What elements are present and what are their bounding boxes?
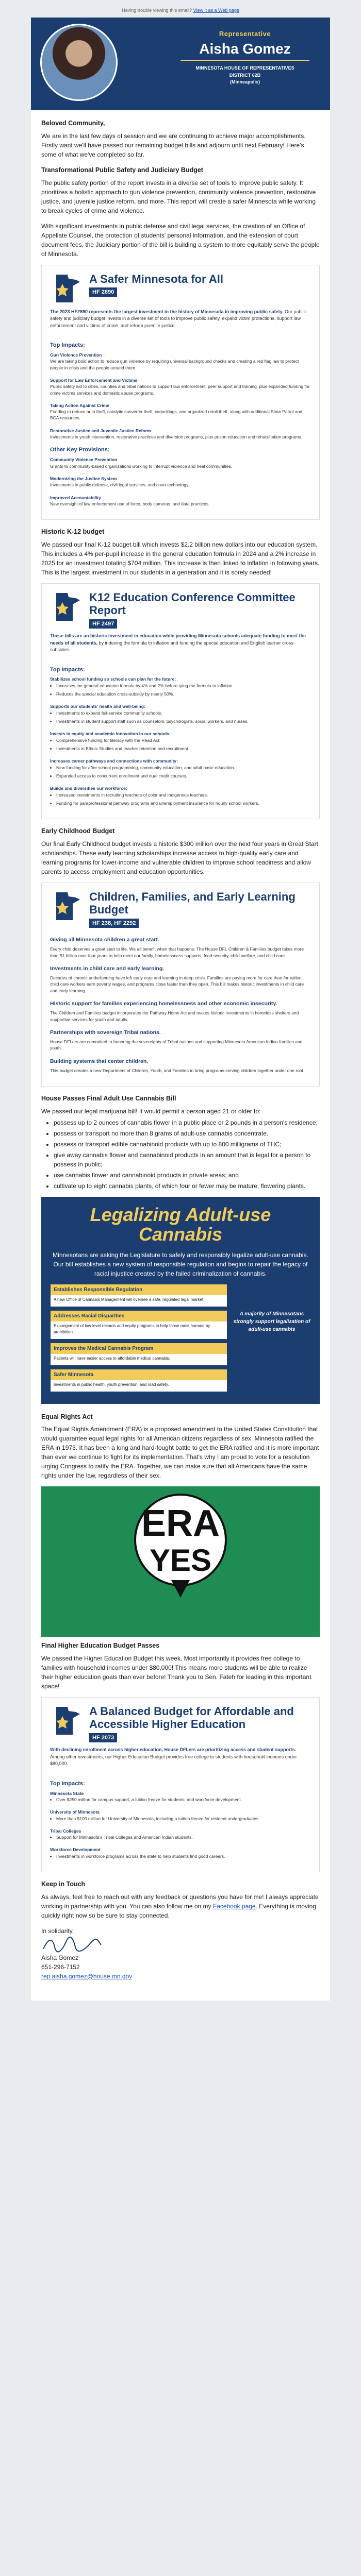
- k12-impact-heading: Builds and diversifies our workforce:: [50, 786, 127, 791]
- higher-card-intro-bold: With declining enrollment across higher education, House DFLers are prioritizing access and student supports.: [50, 1747, 297, 1753]
- cannabis-banner-headline: Legalizing Adult-use Cannabis: [90, 1204, 271, 1245]
- cannabis-pill-text: Patients will have easier access to affordable medical cannabis.: [54, 1355, 170, 1361]
- family-card-title: Children, Families, and Early Learning Budget: [89, 890, 296, 917]
- cannabis-list-item: • use cannabis flower and cannabinoid products in private areas; and: [54, 1171, 320, 1180]
- safer-provision-heading: Community Violence Prevention: [50, 457, 118, 463]
- safer-impact-text: Investments in youth intervention, restorative practices and diversion programs, plus prison education and rehabilitation programs.: [50, 434, 303, 440]
- k12-card-tag: HF 2497: [89, 619, 117, 629]
- safer-impact-text: We are taking bold action to reduce gun violence by requiring universal background checks and creating a red flag law to protect people in crisis and the people around them.: [50, 359, 299, 370]
- cannabis-pill: [51, 1284, 227, 1307]
- k12-impact-item: • Funding for paraprofessional pathway programs and unemployment insurance for hourly school workers.: [56, 800, 311, 806]
- family-block-heading: Historic support for families experiencing homelessness and other economic insecurity.: [50, 1001, 277, 1007]
- safer-impact-text: Funding to reduce auto theft, catalytic converter theft, carjackings, and organized retail theft, along with additional State Patrol and BCA resources.: [50, 409, 303, 421]
- greeting: Beloved Community,: [41, 120, 105, 127]
- cannabis-pill-heading: Safer Minnesota: [51, 1369, 227, 1380]
- k12-card-intro: [42, 633, 319, 659]
- k12-impact-item: • New funding for after school programming, community education, and adult basic education.: [56, 765, 311, 771]
- era-text: The Equal Rights Amendment (ERA) is a proposed amendment to the United States Constitution that would guarantee equal legal rights for all American citizens regardless of sex. Minnesota ratified the ERA in 1973. It has been a long and hard-fought battle to get the ERA ratified and it is more important than ever we continue to fight for its implementation. That's why I am proud to vote for a resolution urging Congress to ratify the ERA. Together, we can make sure that all Americans have the same rights under the law, regardless of their sex.: [41, 1426, 319, 1480]
- higher-impact-item: • More than $100 million for University of Minnesota, including a tuition freeze for resident undergraduates.: [56, 1816, 311, 1822]
- safer-provision-heading: Modernizing the Justice System: [50, 476, 117, 481]
- sig-name: Aisha Gomez: [41, 1954, 79, 1961]
- signature-icon: [41, 1936, 320, 1953]
- k12-card-intro-rest: by indexing the formula to inflation and funding the special education and English learner cross-subsidies.: [50, 640, 295, 653]
- k12-impact-item: • Expanded access to concurrent enrollment and dual credit courses.: [56, 773, 311, 779]
- header-name: Aisha Gomez: [199, 41, 291, 57]
- cannabis-pill-heading: Establishes Responsible Regulation: [51, 1284, 227, 1295]
- cannabis-pill: [51, 1343, 227, 1365]
- k12-title: Historic K-12 budget: [41, 528, 105, 536]
- intro-section: [31, 110, 330, 2001]
- safer-provision-text: Investments in public defense, civil legal services, and court technology.: [50, 482, 190, 488]
- speech-bubble-icon: [134, 1494, 227, 1628]
- k12-card: [41, 583, 320, 819]
- k12-impact-item: • Increased investments in recruiting teachers of color and Indigenous teachers.: [56, 792, 311, 798]
- closing-text: [41, 1892, 320, 1920]
- safer-card-intro-rest: Our public safety and judiciary budget invests in a diverse set of tools to improve public safety, expand victim protections, support law enforcement and victims of crime, and reform juvenile justice.: [50, 309, 306, 328]
- safer-impact-heading: Support for Law Enforcement and Victims: [50, 377, 138, 383]
- header-subtitle: [165, 65, 325, 86]
- k12-impact-item: • Reduces the special education cross-subsidy by nearly 50%.: [56, 691, 311, 697]
- cannabis-list-item: • possess or transport no more than 8 grams of adult-use cannabis concentrate.: [54, 1129, 320, 1138]
- family-block-heading: Partnerships with sovereign Tribal nations.: [50, 1029, 161, 1036]
- family-block-text: This budget creates a new Department of Children, Youth, and Families to bring programs serving children together under one roof.: [50, 1067, 305, 1073]
- safer-mn-card: [41, 265, 320, 520]
- k12-impact-item: • Investments in student support staff such as counselors, psychologists, social workers, and nurses.: [56, 718, 311, 724]
- top-note: [0, 0, 361, 18]
- safer-provision-heading: Improved Accountability: [50, 495, 101, 500]
- safer-provision-text: Grants to community-based organizations working to interrupt violence and heal communities.: [50, 463, 232, 469]
- k12-card-title: K12 Education Conference Committee Report: [89, 590, 296, 617]
- higher-impact-item: • Support for Minnesota's Tribal Colleges and American Indian students.: [56, 1834, 311, 1840]
- header-banner: [31, 18, 330, 110]
- early-childhood-text: Our final Early Childhood budget invests a historic $300 million over the next four years in Great Start scholarships. These early learning scholarships increase access to high-quality early care and learning programs for lower-income and vulnerable children to improve school readiness and allow parents to access employment and education opportunities.: [41, 840, 318, 875]
- family-block-text: The Children and Families budget incorporates the Pathway Home Act and makes historic investments in homeless shelters and supportive services for youth and adults.: [50, 1010, 299, 1022]
- safer-card-title: A Safer Minnesota for All: [89, 272, 223, 285]
- intro-text: We are in the last few days of session and we are continuing to achieve major accomplishments. Firstly want we'll have passed our remaining budget bills and adjourn until next February! Here's some of what we've completed so far.: [41, 132, 306, 158]
- family-block-heading: Giving all Minnesota children a great start.: [50, 937, 159, 943]
- cannabis-pill-text: Investments in public health, youth prevention, and road safety.: [54, 1382, 169, 1387]
- cannabis-pill-heading: Improves the Medical Cannabis Program: [51, 1343, 227, 1354]
- higher-card-intro-rest: Among other investments, our Higher Education Budget provides free college to students with household incomes under $80,000.: [50, 1754, 297, 1767]
- higher-impact-item: • Investments in workforce programs across the state to help students find good careers.: [56, 1853, 311, 1859]
- safer-card-section-other: Other Key Provisions:: [50, 447, 110, 453]
- family-block-heading: Building systems that center children.: [50, 1058, 149, 1064]
- cannabis-side-text: A majority of Minnesotans strongly support legalization of adult-use cannabis: [233, 1311, 310, 1332]
- k12-impact-heading: Invests in equity and academic innovation in our schools:: [50, 731, 171, 737]
- view-web-link[interactable]: View it as a Web page: [193, 8, 239, 13]
- facebook-link[interactable]: Facebook page: [212, 1902, 256, 1910]
- minnesota-state-icon: [50, 890, 82, 922]
- minnesota-state-icon: [50, 591, 82, 623]
- closing-title: Keep in Touch: [41, 1880, 86, 1888]
- cannabis-list-item: • possess or transport edible cannabinoid products with up to 800 milligrams of THC;: [54, 1140, 320, 1149]
- email-body: [31, 18, 330, 2001]
- email-link[interactable]: rep.aisha.gomez@house.mn.gov: [41, 1972, 133, 1980]
- cannabis-pill: [51, 1311, 227, 1339]
- k12-card-intro-bold: These bills are an historic investment in education while providing Minnesota schools adequate funding to meet the needs of all students,: [50, 633, 306, 646]
- k12-impact-heading: Increases career pathways and connections with community:: [50, 758, 178, 764]
- header-divider: [180, 60, 309, 61]
- public-safety-p2: With significant investments in public defense and civil legal services, the creation of an Office of Appellate Counsel, the protection of students' personal information, and the extension of court document fees, the Judiciary portion of the bill is building a system to more equitably serve the people of Minnesota.: [41, 222, 320, 258]
- era-title: Equal Rights Act: [41, 1413, 93, 1420]
- cannabis-title: House Passes Final Adult Use Cannabis Bill: [41, 1095, 176, 1103]
- higher-card-section-top: Top Impacts:: [50, 1780, 85, 1787]
- higher-ed-text: We passed the Higher Education Budget this week. Most importantly it provides free college to families with household incomes under $80,000! This means more students will be able to realize their higher education goals than ever before! Thank you to Sen. Fateh for leading in this important space!: [41, 1655, 311, 1690]
- higher-card-tag: HF 2073: [89, 1733, 117, 1743]
- higher-impact-item: • Over $250 million for campus support, a tuition freeze for students, and workforce development.: [56, 1797, 311, 1803]
- higher-impact-heading: Tribal Colleges: [50, 1828, 81, 1834]
- cannabis-text: We passed our legal marijuana bill! It would permit a person aged 21 or older to:: [41, 1107, 261, 1115]
- family-block-text: Decades of chronic underfunding have left early care and learning in deep crisis. Families are paying more for care than for tuition, child care workers earn poverty wages, and programs close faster than they open. This bill makes historic investments in child care and early learning.: [50, 975, 304, 993]
- safer-provision-text: New oversight of law enforcement use of force, body cameras, and data practices.: [50, 501, 210, 506]
- k12-text: We passed our final K-12 budget bill which invests $2.2 billion new dollars into our education system. This includes a 4% per-pupil increase in the general education formula in 2024 and a 2% increase in 2025 for an investment totaling $704 million. This increase is then linked to inflation in following years. This is the largest investment in our students in a generation and it is sorely needed!: [41, 540, 320, 576]
- family-block-text: Every child deserves a great start to life. We all benefit when that happens. The House DFL Children & Families budget takes more than $1 billion over four years to help meet our family, homelessness supports, food security, child welfare, and child care.: [50, 946, 304, 958]
- family-card-tag: HF 238, HF 2292: [89, 919, 139, 928]
- higher-card-title: A Balanced Budget for Affordable and Accessible Higher Education: [89, 1705, 294, 1731]
- avatar: [40, 24, 118, 101]
- higher-impact-heading: University of Minnesota: [50, 1809, 100, 1815]
- family-block-heading: Investments in child care and early learning.: [50, 965, 165, 972]
- cannabis-pill: [51, 1369, 227, 1392]
- family-card: [41, 883, 320, 1087]
- higher-card-intro: [42, 1747, 319, 1773]
- higher-impact-heading: Workforce Development: [50, 1847, 101, 1853]
- subtitle-line3: (Minneapolis): [230, 79, 260, 84]
- cannabis-pill-text: Expungement of low-level records and equity programs to help those most harmed by prohibition.: [54, 1323, 210, 1334]
- safer-impact-heading: Gun Violence Prevention: [50, 352, 102, 358]
- minnesota-state-icon: [50, 273, 82, 304]
- minnesota-state-icon: [50, 1705, 82, 1737]
- k12-impact-item: • Investments to expand full-service community schools.: [56, 710, 311, 716]
- header-role: Representative: [219, 30, 271, 38]
- higher-ed-title: Final Higher Education Budget Passes: [41, 1642, 160, 1650]
- safer-impact-text: Public safety aid to cities, counties and tribal nations to support law enforcement, peer support and training, plus expanded funding for crime victims services and domestic abuse programs.: [50, 384, 310, 396]
- safer-impact-heading: Restorative Justice and Juvenile Justice Reform: [50, 428, 151, 433]
- safer-card-intro: [42, 309, 319, 335]
- public-safety-p1: The public safety portion of the report invests in a diverse set of tools to improve public safety. It prioritizes a holistic approach to gun violence prevention, community violence prevention, restorative justice, and juvenile justice reform, and more. This report will create a safer Minnesota while working to break cycles of crime and violence.: [41, 179, 316, 214]
- safer-card-section-top: Top Impacts:: [50, 342, 85, 348]
- safer-card-tag: HF 2890: [89, 287, 117, 297]
- k12-impact-item: • Increases the general education formula by 4% and 2% before tying the formula to inflation.: [56, 683, 311, 689]
- k12-impact-item: • Investments in Ethnic Studies and teacher retention and recruitment.: [56, 745, 311, 752]
- era-graphic: [41, 1486, 320, 1637]
- cannabis-list-item: • cultivate up to eight cannabis plants, of which four or fewer may be mature, flowering plants.: [54, 1181, 320, 1191]
- higher-ed-card: [41, 1697, 320, 1872]
- closing-text-post: . Everything is moving quickly right now so be sure to stay connected.: [41, 1902, 316, 1919]
- signoff: In solidarity,: [41, 1927, 74, 1935]
- k12-impact-item: • Comprehensive funding for literacy with the Read Act.: [56, 737, 311, 743]
- top-note-text: Having trouble viewing this email?: [122, 8, 192, 13]
- higher-impact-heading: Minnesota State: [50, 1790, 84, 1796]
- subtitle-line1: MINNESOTA HOUSE OF REPRESENTATIVES: [195, 65, 294, 71]
- k12-impact-heading: Supports our students' health and well-being:: [50, 704, 145, 709]
- safer-impact-heading: Taking Action Against Crime: [50, 402, 109, 408]
- public-safety-title: Transformational Public Safety and Judiciary Budget: [41, 166, 203, 174]
- cannabis-banner-lede: Minnesotans are asking the Legislature to safely and responsibly legalize adult-use cannabis. Our bill establishes a new system of responsible regulation and begins to repair the legacy of racial injustice created by the failed criminalization of cannabis.: [53, 1251, 308, 1277]
- cannabis-pill-heading: Addresses Racial Disparities: [51, 1311, 227, 1321]
- closing-text-pre: As always, feel free to reach out with any feedback or questions you have for me! I always appreciate working in partnership with you. You can also follow me on my: [41, 1893, 319, 1910]
- cannabis-pill-text: A new Office of Cannabis Management will oversee a safe, regulated legal market.: [54, 1297, 205, 1302]
- cannabis-banner: [41, 1197, 320, 1404]
- early-childhood-title: Early Childhood Budget: [41, 827, 115, 835]
- family-block-text: House DFLers are committed to honoring the sovereignty of Tribal nations and supporting Minnesota American Indian families and youth.: [50, 1039, 303, 1051]
- k12-impact-heading: Stabilizes school funding so schools can plan for the future:: [50, 676, 176, 682]
- cannabis-list-item: • possess up to 2 ounces of cannabis flower in a public place or 2 pounds in a person's residence;: [54, 1118, 320, 1127]
- subtitle-line2: DISTRICT 62B: [229, 72, 261, 78]
- phone: 651-296-7152: [41, 1963, 80, 1971]
- k12-card-section-top: Top Impacts:: [50, 666, 85, 673]
- cannabis-list-item: • give away cannabis flower and cannabinoid products in an amount that is legal for a person to possess in public;: [54, 1150, 320, 1169]
- era-graphic-top: ERA: [141, 1503, 220, 1545]
- safer-card-intro-bold: The 2023 HF2890 represents the largest investment in the history of Minnesota in improving public safety.: [50, 309, 284, 314]
- cannabis-list: [54, 1118, 320, 1191]
- era-graphic-bottom: YES: [149, 1543, 212, 1578]
